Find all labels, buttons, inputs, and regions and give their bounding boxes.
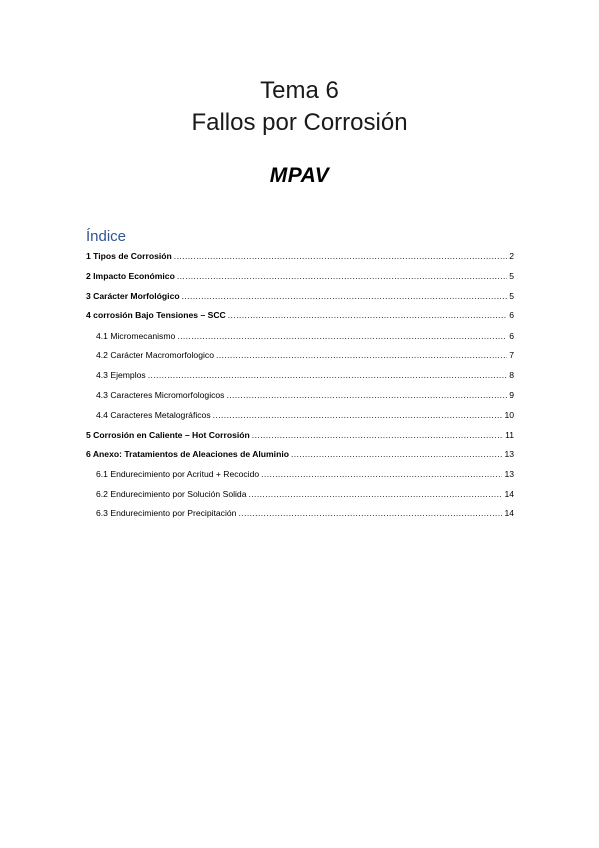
subtitle: MPAV xyxy=(269,164,330,187)
toc-entry-label: 1 Tipos de Corrosión xyxy=(86,251,172,261)
toc-dot-leader xyxy=(261,467,502,481)
toc-entry-page: 14 xyxy=(504,508,514,518)
toc-entry-page: 13 xyxy=(504,469,514,479)
toc-entry-label: 4.3 Caracteres Micromorfologicos xyxy=(96,390,225,400)
toc-entry[interactable] xyxy=(86,487,514,501)
toc-entry-label: 6.2 Endurecimiento por Solución Solida xyxy=(96,489,247,499)
toc-dot-leader xyxy=(177,329,507,343)
toc-entry[interactable] xyxy=(86,408,514,422)
toc-entry-page: 10 xyxy=(504,410,514,420)
toc-entry-label: 2 Impacto Económico xyxy=(86,271,175,281)
toc-entry-page: 7 xyxy=(509,350,514,360)
toc-entry[interactable] xyxy=(86,506,514,520)
toc-entry-label: 5 Corrosión en Caliente – Hot Corrosión xyxy=(86,430,250,440)
toc-entry-label: 4.3 Ejemplos xyxy=(96,370,146,380)
toc-entry-label: 6.3 Endurecimiento por Precipitación xyxy=(96,508,237,518)
toc-dot-leader xyxy=(174,249,507,263)
toc-entry[interactable] xyxy=(86,467,514,481)
toc-dot-leader xyxy=(248,487,502,501)
title-line-2: Fallos por Corrosión xyxy=(191,109,408,136)
title-line-1: Tema 6 xyxy=(260,77,339,104)
toc-dot-leader xyxy=(216,348,507,362)
title-block xyxy=(0,75,599,139)
toc-entry-label: 6.1 Endurecimiento por Acritud + Recocido xyxy=(96,469,260,479)
toc-dot-leader xyxy=(238,506,502,520)
toc-entry[interactable] xyxy=(86,329,514,343)
toc-entry[interactable] xyxy=(86,249,514,263)
toc-entry[interactable] xyxy=(86,308,514,322)
toc-entry[interactable] xyxy=(86,388,514,402)
toc-entry-page: 5 xyxy=(509,291,514,301)
toc-entry-label: 4.2 Carácter Macromorfologico xyxy=(96,350,214,360)
toc-entry-page: 14 xyxy=(504,489,514,499)
toc-dot-leader xyxy=(291,447,502,461)
toc-dot-leader xyxy=(177,269,507,283)
toc-dot-leader xyxy=(213,408,503,422)
toc-entry-page: 8 xyxy=(509,370,514,380)
toc-entry-label: 6 Anexo: Tratamientos de Aleaciones de Aluminio xyxy=(86,449,289,459)
toc-entry[interactable] xyxy=(86,269,514,283)
toc-entry-label: 4.1 Micromecanismo xyxy=(96,331,176,341)
toc-entry-page: 6 xyxy=(509,331,514,341)
toc-entry-page: 6 xyxy=(509,310,514,320)
toc-entry-label: 4.4 Caracteres Metalográficos xyxy=(96,410,211,420)
toc-entry[interactable] xyxy=(86,348,514,362)
toc-dot-leader xyxy=(226,388,507,402)
toc-entry[interactable] xyxy=(86,428,514,442)
toc-entry-page: 13 xyxy=(504,449,514,459)
toc-entry[interactable] xyxy=(86,368,514,382)
toc-entry[interactable] xyxy=(86,447,514,461)
toc-entry[interactable] xyxy=(86,289,514,303)
toc-entry-page: 5 xyxy=(509,271,514,281)
toc-entry-label: 4 corrosión Bajo Tensiones – SCC xyxy=(86,310,226,320)
toc-entry-label: 3 Carácter Morfológico xyxy=(86,291,180,301)
toc-heading: Índice xyxy=(86,228,127,245)
toc-dot-leader xyxy=(252,428,503,442)
toc-entry-page: 2 xyxy=(509,251,514,261)
toc-entry-page: 11 xyxy=(505,430,514,440)
toc-dot-leader xyxy=(228,308,507,322)
toc-dot-leader xyxy=(182,289,508,303)
toc-dot-leader xyxy=(148,368,508,382)
toc-entry-page: 9 xyxy=(509,390,514,400)
